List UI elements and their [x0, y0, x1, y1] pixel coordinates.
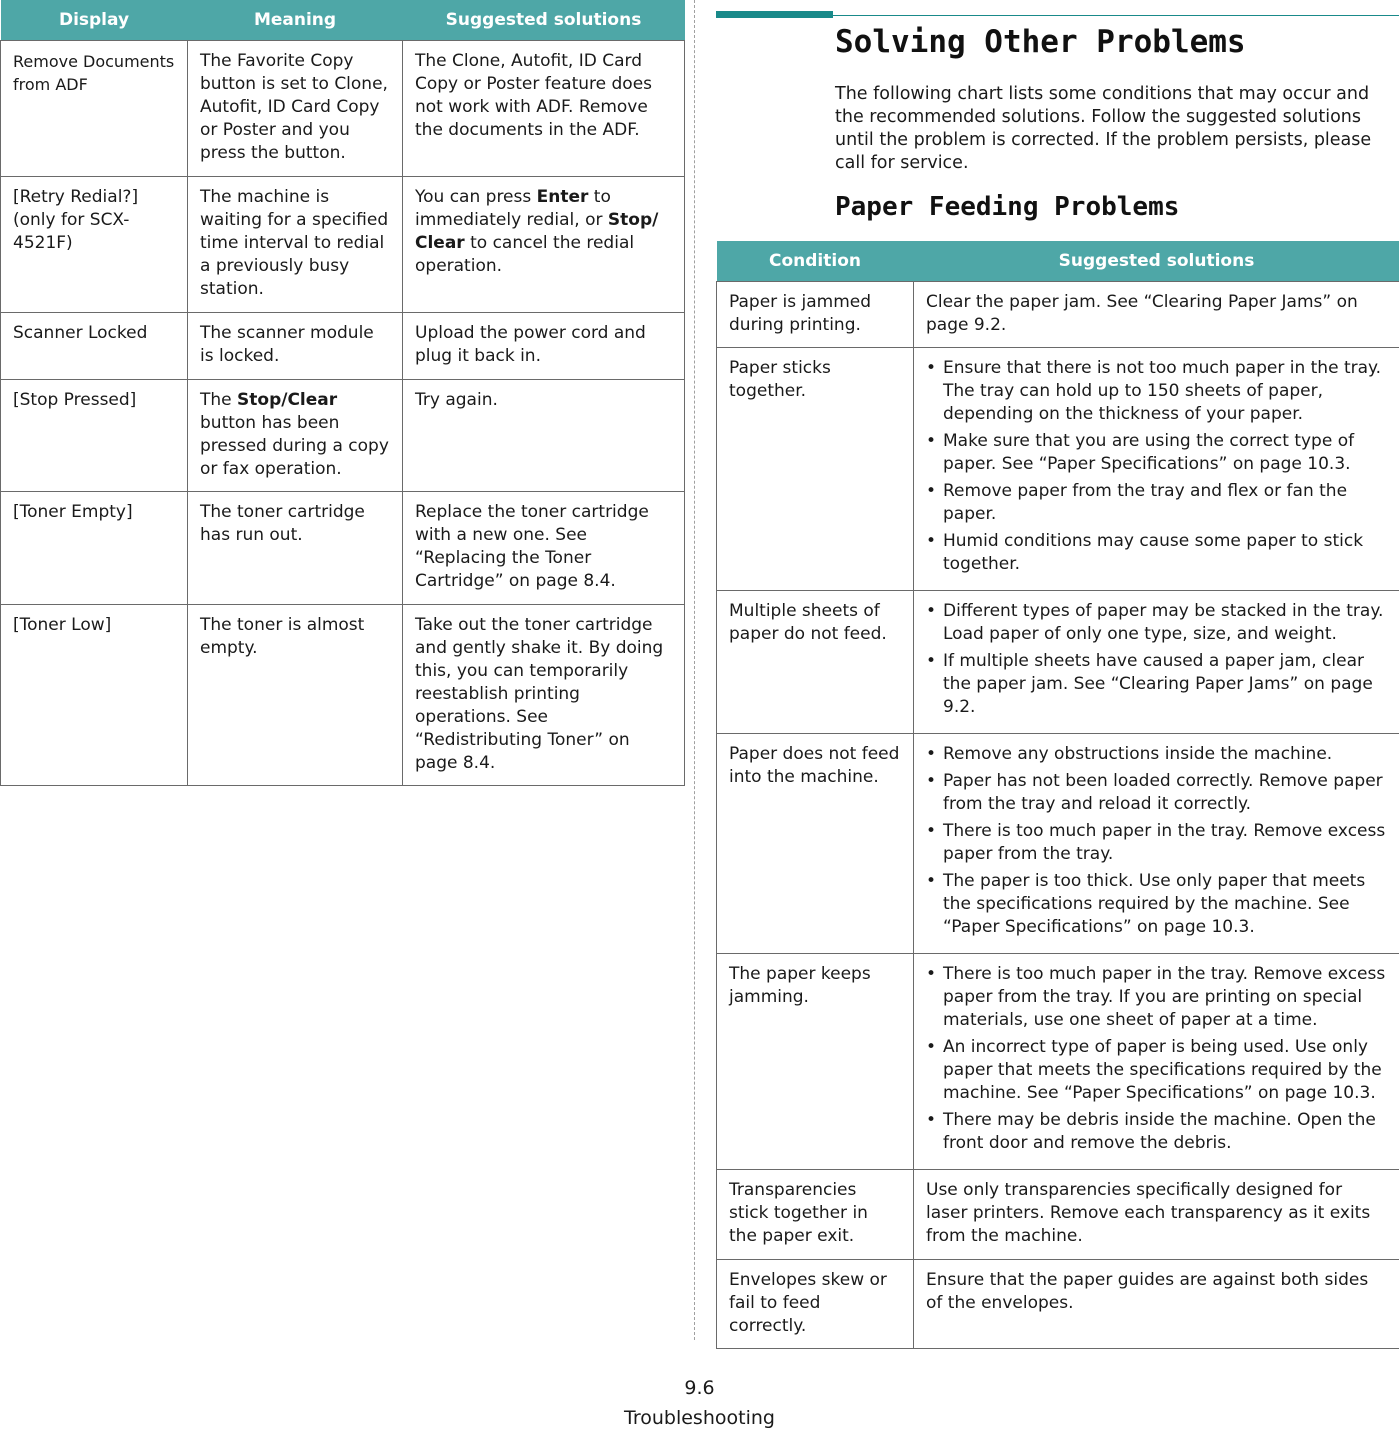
section-accent-line: [833, 15, 1399, 16]
solution-cell: Upload the power cord and plug it back in.: [403, 313, 685, 380]
meaning-cell: The scanner module is locked.: [188, 313, 403, 380]
condition-cell: Paper does not feed into the machine.: [717, 734, 914, 954]
list-item: • There may be debris inside the machine. Open the front door and remove the debris.: [926, 1109, 1387, 1155]
condition-cell: Envelopes skew or fail to feed correctly.: [717, 1260, 914, 1349]
solution-cell: [914, 954, 1399, 1170]
intro-paragraph: The following chart lists some conditions that may occur and the recommended solutions. Follow the suggested solutions until the problem is corrected. If the problem persists, please call for service.: [835, 84, 1372, 173]
list-item: • Make sure that you are using the correct type of paper. See “Paper Specifications” on page 10.3.: [926, 430, 1387, 476]
solution-text: to immediately redial, or: [415, 187, 611, 230]
table-row: [1, 177, 685, 313]
solution-list: [926, 600, 1387, 719]
solution-cell: Use only transparencies specifically designed for laser printers. Remove each transparency as it exits from the machine.: [914, 1170, 1399, 1260]
table-row: [717, 348, 1399, 591]
list-item: • There is too much paper in the tray. Remove excess paper from the tray. If you are printing on special materials, use one sheet of paper at a time.: [926, 963, 1387, 1032]
solution-cell: Take out the toner cartridge and gently shake it. By doing this, you can temporarily reestablish printing operations. See “Redistributing Toner” on page 8.4.: [403, 605, 685, 786]
condition-cell: The paper keeps jamming.: [717, 954, 914, 1170]
solution-cell: [914, 734, 1399, 954]
meaning-cell: [188, 380, 403, 492]
condition-cell: Paper is jammed during printing.: [717, 282, 914, 348]
table-row: [717, 282, 1399, 348]
display-cell: [Stop Pressed]: [1, 380, 188, 492]
chapter-name: Troubleshooting: [624, 1407, 775, 1429]
table-row: [717, 1260, 1399, 1349]
condition-cell: Multiple sheets of paper do not feed.: [717, 591, 914, 734]
list-item: • Ensure that there is not too much paper in the tray. The tray can hold up to 150 sheets of paper, depending on the thickness of your paper.: [926, 357, 1387, 426]
page-number: 9.6: [684, 1377, 715, 1399]
list-item: • Remove paper from the tray and flex or fan the paper.: [926, 480, 1387, 526]
solution-list: [926, 963, 1387, 1155]
list-item: • There is too much paper in the tray. Remove excess paper from the tray.: [926, 820, 1387, 866]
list-item: • An incorrect type of paper is being used. Use only paper that meets the specifications required by the machine. See “Paper Specifications” on page 10.3.: [926, 1036, 1387, 1105]
table-row: [717, 1170, 1399, 1260]
solution-cell: [403, 177, 685, 313]
meaning-cell: The Favorite Copy button is set to Clone, Autofit, ID Card Copy or Poster and you press the button.: [188, 41, 403, 177]
meaning-text: The: [200, 390, 238, 410]
column-header-display: Display: [1, 0, 188, 41]
stop-clear-key-label: Stop/Clear: [237, 390, 338, 410]
solution-cell: [914, 348, 1399, 591]
stop-clear-key-label: Stop/ Clear: [415, 210, 659, 253]
solution-cell: Try again.: [403, 380, 685, 492]
table-row: [1, 492, 685, 605]
list-item: • Remove any obstructions inside the machine.: [926, 743, 1387, 766]
enter-key-label: Enter: [536, 187, 589, 207]
meaning-cell: The toner is almost empty.: [188, 605, 403, 786]
table-row: [717, 734, 1399, 954]
solution-cell: Clear the paper jam. See “Clearing Paper Jams” on page 9.2.: [914, 282, 1399, 348]
list-item: • If multiple sheets have caused a paper jam, clear the paper jam. See “Clearing Paper Jams” on page 9.2.: [926, 650, 1387, 719]
condition-cell: Paper sticks together.: [717, 348, 914, 591]
table-header-row: [1, 0, 685, 41]
condition-cell: Transparencies stick together in the paper exit.: [717, 1170, 914, 1260]
solution-text: You can press: [415, 187, 537, 207]
column-header-condition: Condition: [717, 241, 914, 282]
table-row: [1, 41, 685, 177]
column-header-solutions: Suggested solutions: [403, 0, 685, 41]
column-divider: [694, 0, 695, 1340]
list-item: • Different types of paper may be stacked in the tray. Load paper of only one type, size, and weight.: [926, 600, 1387, 646]
paper-feeding-problems-table: [716, 241, 1399, 1349]
display-messages-table: [0, 0, 685, 786]
column-header-meaning: Meaning: [188, 0, 403, 41]
solution-list: [926, 743, 1387, 939]
list-item: • The paper is too thick. Use only paper that meets the specifications required by the machine. See “Paper Specifications” on page 10.3.: [926, 870, 1387, 939]
display-cell: [Toner Low]: [1, 605, 188, 786]
section-title: Solving Other Problems: [835, 24, 1246, 60]
display-cell: [Toner Empty]: [1, 492, 188, 605]
solution-cell: Ensure that the paper guides are against both sides of the envelopes.: [914, 1260, 1399, 1349]
table-row: [1, 605, 685, 786]
meaning-cell: The toner cartridge has run out.: [188, 492, 403, 605]
list-item: • Paper has not been loaded correctly. Remove paper from the tray and reload it correctly.: [926, 770, 1387, 816]
solution-list: [926, 357, 1387, 576]
list-item: • Humid conditions may cause some paper to stick together.: [926, 530, 1387, 576]
display-cell: Remove Documents from ADF: [1, 41, 188, 177]
subsection-title: Paper Feeding Problems: [835, 192, 1180, 222]
solution-cell: The Clone, Autofit, ID Card Copy or Poster feature does not work with ADF. Remove the documents in the ADF.: [403, 41, 685, 177]
table-header-row: [717, 241, 1399, 282]
meaning-text: button has been pressed during a copy or fax operation.: [200, 413, 389, 479]
solution-cell: Replace the toner cartridge with a new one. See “Replacing the Toner Cartridge” on page 8.4.: [403, 492, 685, 605]
display-cell: Scanner Locked: [1, 313, 188, 380]
section-accent-bar: [716, 11, 833, 18]
table-row: [1, 380, 685, 492]
meaning-cell: The machine is waiting for a specified time interval to redial a previously busy station.: [188, 177, 403, 313]
solution-text: to cancel the redial operation.: [415, 233, 635, 276]
display-cell: [Retry Redial?] (only for SCX-4521F): [1, 177, 188, 313]
solution-cell: [914, 591, 1399, 734]
column-header-solutions: Suggested solutions: [914, 241, 1399, 282]
table-row: [717, 954, 1399, 1170]
table-row: [1, 313, 685, 380]
table-row: [717, 591, 1399, 734]
